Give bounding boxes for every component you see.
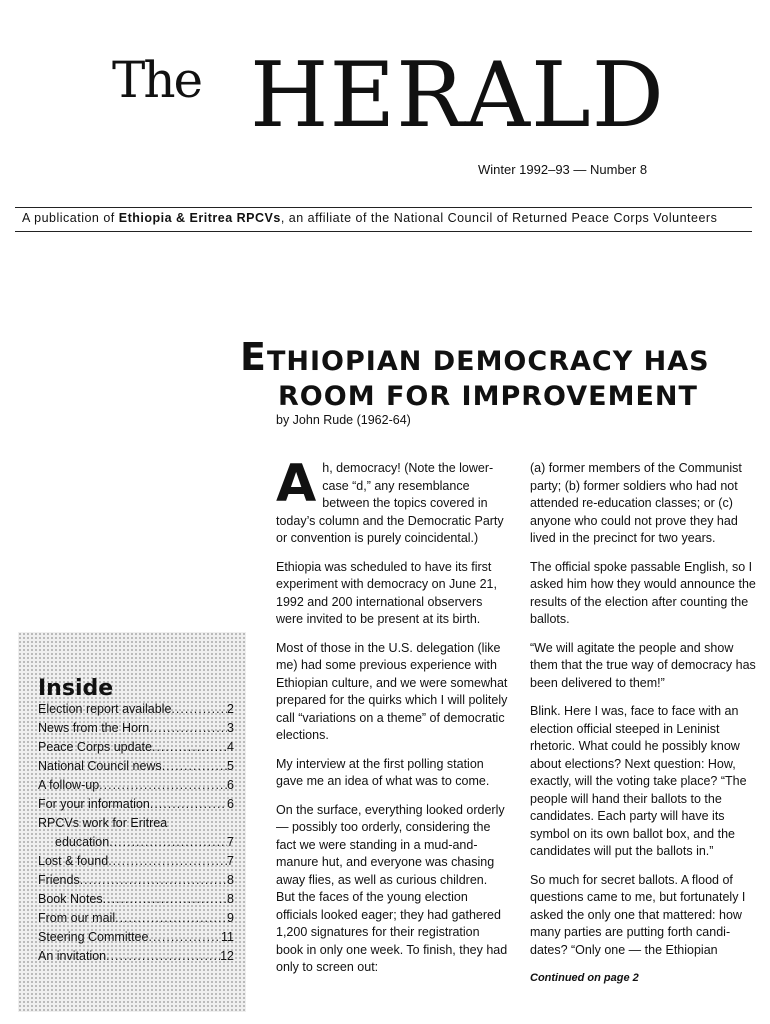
toc-item[interactable] <box>38 871 234 890</box>
toc-label: A follow-up <box>38 778 100 792</box>
toc-leader <box>152 738 227 757</box>
toc-page: 6 <box>227 797 234 811</box>
article-column-1 <box>276 454 508 988</box>
table-of-contents <box>38 700 234 966</box>
toc-item[interactable] <box>38 795 234 814</box>
article-column-2 <box>530 460 762 988</box>
toc-leader <box>115 909 227 928</box>
toc-leader <box>150 795 227 814</box>
toc-item[interactable] <box>38 852 234 871</box>
toc-label: From our mail <box>38 911 116 925</box>
toc-page: 12 <box>220 949 234 963</box>
toc-page: 7 <box>227 854 234 868</box>
headline-line-1-text: THIOPIAN DEMOCRACY HAS <box>266 346 710 377</box>
toc-page: 5 <box>227 759 234 773</box>
paragraph: So much for secret ballots. A flood of questions came to me, but fortunately I asked the only one that mattered: how many parties are putting forth candi-dates? “Only one — the Ethiopian <box>530 872 746 957</box>
toc-label: National Council news <box>38 759 162 773</box>
toc-label: RPCVs work for Eritrea <box>38 816 168 830</box>
toc-leader <box>108 852 227 871</box>
toc-label: News from the Horn <box>38 721 150 735</box>
toc-leader <box>80 871 227 890</box>
toc-leader <box>109 833 227 852</box>
drop-cap: A <box>276 454 317 514</box>
toc-label: Book Notes <box>38 892 103 906</box>
toc-item[interactable] <box>38 738 234 757</box>
toc-label: Steering Committee <box>38 930 149 944</box>
toc-page: 2 <box>227 702 234 716</box>
toc-item[interactable] <box>38 814 234 833</box>
paragraph: My interview at the first polling station gave me an idea of what was to come. <box>276 756 490 788</box>
toc-leader <box>103 890 227 909</box>
toc-page: 11 <box>221 930 234 944</box>
toc-label: Election report available <box>38 702 172 716</box>
toc-item[interactable] <box>38 909 234 928</box>
article-headline <box>240 335 740 414</box>
tagline-pre: A publication of <box>22 211 119 225</box>
headline-line-2: ROOM FOR IMPROVEMENT <box>278 381 698 412</box>
toc-label: An invitation <box>38 949 107 963</box>
toc-page: 6 <box>227 778 234 792</box>
inside-title: Inside <box>38 676 114 701</box>
paragraph <box>276 454 508 548</box>
toc-page: 3 <box>227 721 234 735</box>
paragraph: “We will agitate the people and show them that the true way of democracy has been delivered to them!” <box>530 640 756 690</box>
masthead-the: The <box>112 51 202 109</box>
toc-leader <box>99 776 227 795</box>
issue-date: Winter 1992–93 — Number 8 <box>478 162 648 177</box>
paragraph: Blink. Here I was, face to face with an election official steeped in Leninist rhetoric. What could he possibly know about elections? Next question: How, exactly, will the voting take place? “The people will hand their ballots to the candidates. Each party will have its symbol on its own ballot box, and the candidates will put the ballots in.” <box>530 704 747 858</box>
headline-line-1 <box>240 335 740 379</box>
headline-cap: E <box>240 335 267 379</box>
toc-item[interactable] <box>38 776 234 795</box>
toc-label: For your information <box>38 797 150 811</box>
toc-page: 4 <box>227 740 234 754</box>
divider-top <box>15 207 752 208</box>
toc-leader <box>148 928 221 947</box>
toc-page: 8 <box>227 873 234 887</box>
toc-item[interactable] <box>38 700 234 719</box>
toc-label: Friends <box>38 873 80 887</box>
toc-item[interactable] <box>38 719 234 738</box>
toc-label: Peace Corps update <box>38 740 152 754</box>
toc-leader <box>162 757 227 776</box>
toc-leader <box>106 947 220 966</box>
toc-item[interactable] <box>38 947 234 966</box>
paragraph-text: h, democracy! (Note the lower-case “d,” any resemblance between the topics covered in today’s column and the Democratic Party or convention is purely coincidental.) <box>276 461 504 545</box>
tagline-post: , an affiliate of the National Council of Returned Peace Corps Volunteers <box>280 211 718 225</box>
paragraph: On the surface, everything looked orderly — possibly too orderly, considering the fact we were standing in a mud-and-manure hut, and everyone was chasing away flies, as well as curious children. But the faces of the young election officials looked eager; they had gathered 1,200 signatures for their registration book in only one week. To finish, they had only to screen out: <box>276 802 508 974</box>
toc-item[interactable] <box>38 928 234 947</box>
masthead-title: HERALD <box>250 43 665 148</box>
tagline <box>22 211 762 225</box>
toc-page: 7 <box>227 835 234 849</box>
toc-item[interactable] <box>38 890 234 909</box>
toc-leader <box>149 719 227 738</box>
toc-page: 8 <box>227 892 234 906</box>
toc-label: Lost & found <box>38 854 109 868</box>
toc-item[interactable] <box>38 833 234 852</box>
paragraph: (a) former members of the Communist party; (b) former soldiers who had not attended re-education classes; or (c) anyone who could not prove they had lived in the precinct for two years. <box>530 461 742 545</box>
paragraph: The official spoke passable English, so I asked him how they would announce the results of the election after counting the ballots. <box>530 559 756 626</box>
toc-leader <box>171 700 227 719</box>
continued-note: Continued on page 2 <box>530 972 639 984</box>
byline: by John Rude (1962-64) <box>276 413 411 427</box>
paragraph: Most of those in the U.S. delegation (like me) had some previous experience with Ethiopian culture, and we were somewhat prepared for the quirks which I will politely call “variations on a theme” of democratic elections. <box>276 640 508 742</box>
divider-bottom <box>15 231 752 232</box>
paragraph: Ethiopia was scheduled to have its first experiment with democracy on June 21, 1992 and 200 international observers were invited to be present at its birth. <box>276 559 497 626</box>
toc-item[interactable] <box>38 757 234 776</box>
toc-label: education <box>55 835 110 849</box>
toc-page: 9 <box>227 911 234 925</box>
tagline-org: Ethiopia & Eritrea RPCVs <box>118 211 281 225</box>
